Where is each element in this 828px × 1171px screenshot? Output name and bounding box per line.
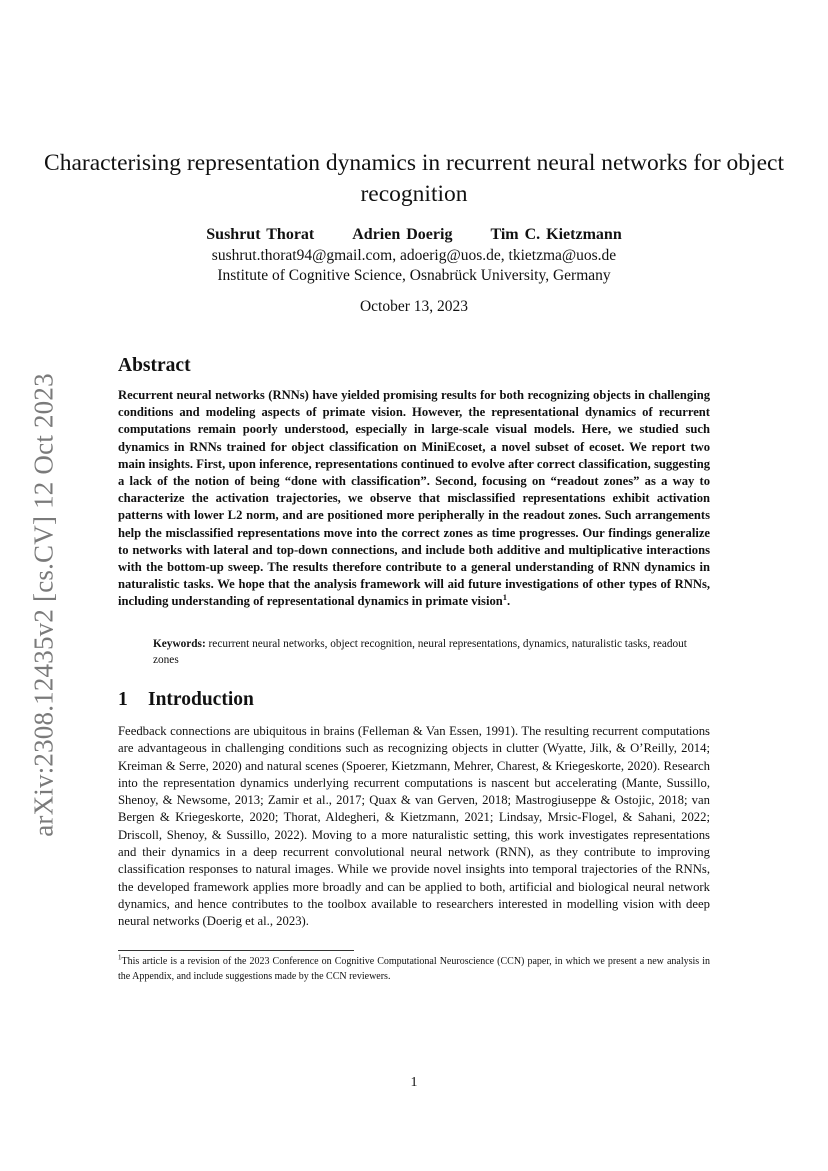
footnote [118, 955, 710, 984]
footnote-text: This article is a revision of the 2023 Conference on Cognitive Computational Neuroscience (CCN) paper, in which we present a new analysis in the Appendix, and include suggestions made by the CCN reviewers. [118, 956, 710, 982]
intro-heading [118, 689, 254, 711]
arxiv-identifier [24, 362, 64, 847]
page-number: 1 [410, 1075, 418, 1090]
abstract-body [118, 387, 710, 611]
publication-date: October 13, 2023 [359, 298, 469, 315]
author-name: Sushrut Thorat [206, 226, 315, 243]
footnote-rule [118, 950, 354, 951]
section-title: Introduction [148, 689, 254, 710]
author-name: Tim C. Kietzmann [490, 226, 622, 243]
abstract-heading: Abstract [118, 355, 191, 376]
arxiv-identifier-text: arXiv:2308.12435v2 [cs.CV] 12 Oct 2023 [28, 372, 59, 837]
author-list [0, 226, 828, 244]
abstract-end: . [507, 594, 511, 609]
author-name: Adrien Doerig [352, 226, 453, 243]
keywords-label: Keywords: [153, 638, 206, 650]
footnote-mark: 1 [118, 953, 122, 962]
paper-title: Characterising representation dynamics in recurrent neural networks for object recognition [44, 150, 784, 207]
abstract-footnote-mark: 1 [502, 592, 507, 603]
abstract-text: Recurrent neural networks (RNNs) have yielded promising results for both recognizing objects in challenging conditions and modeling aspects of primate vision. However, the representational dynamics of recurrent computations remain poorly understood, especially in large-scale visual models. Here, we studied such dynamics in RNNs trained for object classification on MiniEcoset, a novel subset of ecoset. We report two main insights. First, upon inference, representations continued to evolve after correct classification, suggesting a lack of the notion of being “done with classification”. Second, focusing on “readout zones” as a way to characterize the activation trajectories, we observe that misclassified representations exhibit activation patterns with lower L2 norm, and are positioned more peripherally in the readout zones. Such arrangements help the misclassified representations move into the correct zones as time progresses. Our findings generalize to networks with lateral and top-down connections, and include both additive and multiplicative interactions with the bottom-up sweep. The results therefore contribute to a general understanding of RNN dynamics in naturalistic tasks. We hope that the analysis framework will aid future investigations of other types of RNNs, including understanding of representational dynamics in primate vision [118, 388, 710, 609]
intro-body: Feedback connections are ubiquitous in brains (Felleman & Van Essen, 1991). The resulting recurrent computations are advantageous in challenging conditions such as recognizing objects in clutter (Wyatte, Jilk, & O’Reilly, 2014; Kreiman & Serre, 2020) and natural scenes (Spoerer, Kietzmann, Mehrer, Charest, & Kriegeskorte, 2020). Research into the representation dynamics underlying recurrent computations is nascent but accelerating (Mante, Sussillo, Shenoy, & Newsome, 2013; Zamir et al., 2017; Quax & van Gerven, 2018; Mastrogiuseppe & Ostojic, 2018; van Bergen & Kriegeskorte, 2020; Thorat, Aldegheri, & Kietzmann, 2021; Lindsay, Mrsic-Flogel, & Sahani, 2022; Driscoll, Shenoy, & Sussillo, 2022). Moving to a more naturalistic setting, this work investigates representations and their dynamics in a deep recurrent convolutional neural network (RNN), as they contribute to improving classification responses to natural images. While we provide novel insights into temporal trajectories of the RNNs, the developed framework applies more broadly and can be applied to both, artificial and biological neural network dynamics, and hence contributes to the toolbox available to researchers interested in modelling vision with deep neural networks (Doerig et al., 2023). [118, 724, 710, 929]
keywords [153, 636, 693, 668]
author-contact [0, 246, 828, 285]
keywords-text: recurrent neural networks, object recognition, neural representations, dynamics, naturalistic tasks, readout zones [153, 638, 687, 666]
section-number: 1 [118, 689, 128, 710]
author-emails: sushrut.thorat94@gmail.com, adoerig@uos.de, tkietzma@uos.de [211, 247, 617, 264]
author-affiliation: Institute of Cognitive Science, Osnabrück University, Germany [217, 266, 611, 284]
